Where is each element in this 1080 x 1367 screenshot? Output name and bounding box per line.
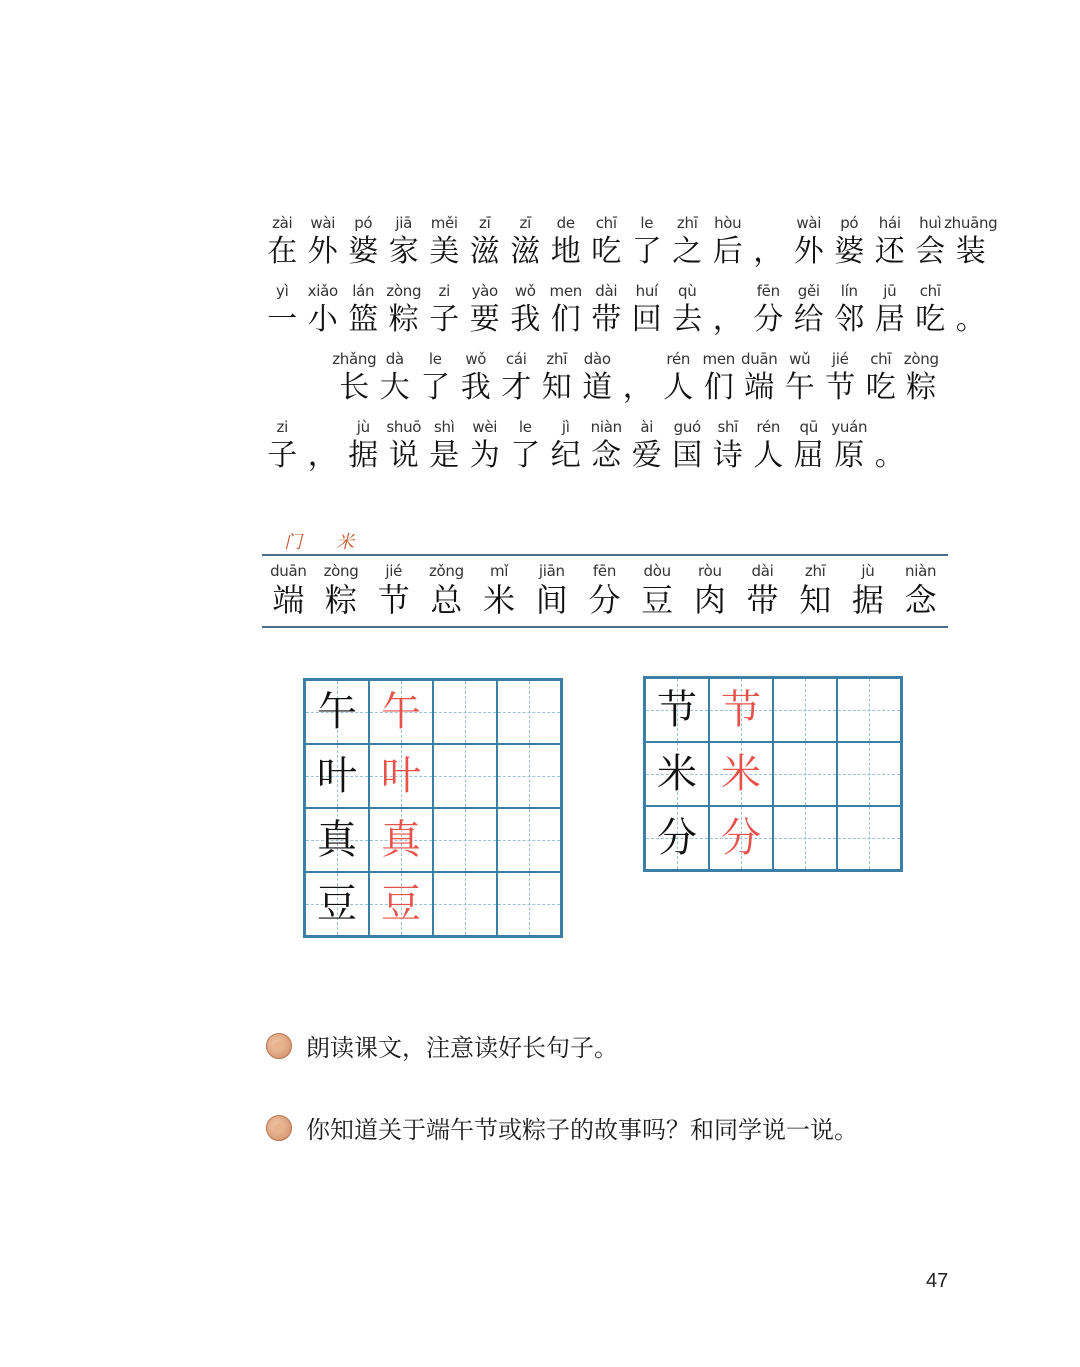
hanzi: 婆 xyxy=(348,234,379,269)
hanzi: 了 xyxy=(420,370,451,405)
model-character: 豆 xyxy=(317,881,357,927)
writing-grid-right xyxy=(643,676,903,872)
pinyin: yuán xyxy=(831,418,868,436)
ruby-character xyxy=(546,418,587,476)
ruby-character xyxy=(303,282,344,340)
pinyin: zī xyxy=(479,214,491,232)
punctuation xyxy=(951,282,992,340)
page-number: 47 xyxy=(926,1270,949,1292)
pinyin: le xyxy=(518,418,532,436)
tracing-character: 分 xyxy=(721,815,761,861)
pinyin: wài xyxy=(796,214,822,232)
pinyin: měi xyxy=(430,214,458,232)
hanzi: 带 xyxy=(591,302,622,337)
hanzi: 外 xyxy=(307,234,338,269)
pinyin: dào xyxy=(583,350,611,368)
writing-cell xyxy=(433,872,497,936)
hanzi: 知 xyxy=(541,370,572,405)
hanzi: 粽 xyxy=(325,581,358,619)
hanzi: 邻 xyxy=(834,302,865,337)
pinyin: le xyxy=(640,214,654,232)
writing-grid-left xyxy=(303,678,563,938)
passage-line xyxy=(262,408,962,476)
hanzi: 地 xyxy=(550,234,581,269)
ruby-character xyxy=(505,282,546,340)
hanzi: 端 xyxy=(272,581,305,619)
pinyin: duān xyxy=(270,562,307,580)
ruby-character xyxy=(894,562,947,620)
writing-cell xyxy=(709,742,773,806)
pinyin: zi xyxy=(276,418,288,436)
radical-tag: 米 xyxy=(336,532,354,553)
question-1 xyxy=(266,1028,618,1063)
pinyin: lín xyxy=(840,282,858,300)
hanzi: 一 xyxy=(267,302,298,337)
model-character: 午 xyxy=(317,689,357,735)
hanzi: 。 xyxy=(955,302,986,337)
tracing-character: 豆 xyxy=(381,881,421,927)
hanzi: 念 xyxy=(591,438,622,473)
pinyin: yào xyxy=(471,282,498,300)
ruby-character xyxy=(699,350,740,408)
punctuation xyxy=(870,418,911,476)
passage-line xyxy=(334,340,1034,408)
ruby-character xyxy=(343,214,384,272)
pinyin: dài xyxy=(751,562,774,580)
hanzi: ， xyxy=(307,438,338,473)
pinyin: dòu xyxy=(643,562,671,580)
hanzi: 节 xyxy=(377,581,410,619)
pinyin: lán xyxy=(352,282,375,300)
model-character: 叶 xyxy=(317,753,357,799)
ruby-character xyxy=(384,418,425,476)
hanzi: 粽 xyxy=(388,302,419,337)
hanzi: 粽 xyxy=(906,370,937,405)
ruby-character xyxy=(367,562,420,620)
ruby-character xyxy=(315,562,368,620)
ruby-character xyxy=(578,562,631,620)
pinyin: huí xyxy=(635,282,658,300)
ruby-character xyxy=(684,562,737,620)
question-text: 朗读课文，注意读好长句子。 xyxy=(306,1034,618,1062)
ruby-character xyxy=(627,282,668,340)
ruby-character xyxy=(473,562,526,620)
hanzi: 肉 xyxy=(693,581,726,619)
ruby-character xyxy=(842,562,895,620)
pinyin: wèi xyxy=(472,418,498,436)
hanzi: 小 xyxy=(307,302,338,337)
punctuation xyxy=(748,214,789,272)
ruby-character xyxy=(748,282,789,340)
pinyin: fēn xyxy=(592,562,617,580)
pinyin: fēn xyxy=(756,282,780,300)
ruby-character xyxy=(334,350,375,408)
vocabulary-words xyxy=(262,562,947,620)
model-character: 真 xyxy=(317,817,357,863)
hanzi: 道 xyxy=(582,370,613,405)
pinyin: jiā xyxy=(395,214,413,232)
pinyin: shì xyxy=(433,418,455,436)
pinyin: yì xyxy=(276,282,289,300)
pinyin: zhī xyxy=(676,214,698,232)
bullet-icon xyxy=(266,1115,292,1141)
pinyin: duān xyxy=(740,350,778,368)
ruby-character xyxy=(627,418,668,476)
ruby-character xyxy=(748,418,789,476)
pinyin: le xyxy=(428,350,442,368)
hanzi: 子 xyxy=(267,438,298,473)
ruby-character xyxy=(820,350,861,408)
hanzi: 知 xyxy=(799,581,832,619)
ruby-character xyxy=(829,214,870,272)
ruby-character xyxy=(708,214,749,272)
hanzi: 才 xyxy=(501,370,532,405)
ruby-character xyxy=(870,282,911,340)
tracing-character: 真 xyxy=(381,817,421,863)
pinyin: zòng xyxy=(386,282,422,300)
pinyin: niàn xyxy=(590,418,622,436)
ruby-character xyxy=(343,418,384,476)
writing-cell xyxy=(837,678,901,742)
ruby-character xyxy=(424,418,465,476)
pinyin: men xyxy=(702,350,735,368)
pinyin: jù xyxy=(861,562,875,580)
ruby-character xyxy=(586,214,627,272)
hanzi: 去 xyxy=(672,302,703,337)
pinyin: zi xyxy=(438,282,450,300)
hanzi: 长 xyxy=(339,370,370,405)
pinyin: wǒ xyxy=(465,350,487,368)
hanzi: 带 xyxy=(746,581,779,619)
pinyin: shī xyxy=(717,418,739,436)
ruby-character xyxy=(456,350,497,408)
hanzi: 大 xyxy=(379,370,410,405)
ruby-character xyxy=(303,214,344,272)
hanzi: 间 xyxy=(535,581,568,619)
pinyin: zǒng xyxy=(428,562,464,580)
hanzi: 为 xyxy=(469,438,500,473)
pinyin: ròu xyxy=(698,562,722,580)
hanzi: 给 xyxy=(793,302,824,337)
ruby-character xyxy=(505,418,546,476)
pinyin: zhī xyxy=(546,350,568,368)
radical-tag: 门 xyxy=(284,532,302,553)
hanzi: 滋 xyxy=(510,234,541,269)
pinyin: zhī xyxy=(804,562,826,580)
writing-cell xyxy=(305,744,369,808)
ruby-character xyxy=(424,214,465,272)
pinyin: wài xyxy=(310,214,336,232)
pinyin: hái xyxy=(878,214,901,232)
hanzi: 诗 xyxy=(712,438,743,473)
hanzi: 还 xyxy=(874,234,905,269)
pinyin: jié xyxy=(385,562,403,580)
pinyin: mǐ xyxy=(490,562,509,580)
hanzi: 外 xyxy=(793,234,824,269)
ruby-character xyxy=(789,282,830,340)
ruby-character xyxy=(415,350,456,408)
hanzi: 之 xyxy=(672,234,703,269)
writing-cell xyxy=(709,678,773,742)
hanzi: 吃 xyxy=(591,234,622,269)
model-character: 节 xyxy=(657,687,697,733)
hanzi: 子 xyxy=(429,302,460,337)
pinyin: dài xyxy=(595,282,618,300)
ruby-character xyxy=(944,214,998,272)
ruby-character xyxy=(465,214,506,272)
hanzi: 米 xyxy=(483,581,516,619)
pinyin: qù xyxy=(678,282,697,300)
ruby-character xyxy=(537,350,578,408)
writing-cell xyxy=(497,808,561,872)
ruby-character xyxy=(262,282,303,340)
ruby-character xyxy=(829,282,870,340)
hanzi: 后 xyxy=(712,234,743,269)
hanzi: 说 xyxy=(388,438,419,473)
hanzi: 屈 xyxy=(793,438,824,473)
hanzi: 原 xyxy=(834,438,865,473)
pinyin: zài xyxy=(272,214,293,232)
hanzi: 我 xyxy=(510,302,541,337)
ruby-character xyxy=(739,350,780,408)
writing-cell xyxy=(369,808,433,872)
ruby-character xyxy=(525,562,578,620)
bottom-rule xyxy=(262,626,948,628)
hanzi: 会 xyxy=(915,234,946,269)
tracing-character: 米 xyxy=(721,751,761,797)
hanzi: 据 xyxy=(851,581,884,619)
writing-cell xyxy=(645,742,709,806)
writing-cell xyxy=(497,872,561,936)
ruby-character xyxy=(667,282,708,340)
bullet-icon xyxy=(266,1033,292,1059)
ruby-character xyxy=(424,282,465,340)
pinyin: pó xyxy=(354,214,373,232)
pinyin: chī xyxy=(595,214,617,232)
hanzi: 分 xyxy=(588,581,621,619)
ruby-character xyxy=(375,350,416,408)
pinyin: jié xyxy=(831,350,849,368)
pinyin: zhuāng xyxy=(944,214,998,232)
hanzi: 吃 xyxy=(915,302,946,337)
pinyin: rén xyxy=(666,350,691,368)
pinyin: jū xyxy=(883,282,897,300)
hanzi: ， xyxy=(622,370,653,405)
hanzi: 篮 xyxy=(348,302,379,337)
hanzi: 念 xyxy=(904,581,937,619)
pinyin: pó xyxy=(840,214,859,232)
ruby-character xyxy=(384,214,425,272)
passage xyxy=(0,0,1080,500)
pinyin: rén xyxy=(756,418,781,436)
pinyin: jì xyxy=(561,418,570,436)
hanzi: 。 xyxy=(874,438,905,473)
hanzi: 我 xyxy=(460,370,491,405)
question-2 xyxy=(266,1110,858,1145)
ruby-character xyxy=(708,418,749,476)
hanzi: 午 xyxy=(784,370,815,405)
hanzi: 爱 xyxy=(631,438,662,473)
ruby-character xyxy=(667,418,708,476)
pinyin: chī xyxy=(919,282,941,300)
ruby-character xyxy=(631,562,684,620)
passage-line xyxy=(262,272,986,340)
pinyin: wǒ xyxy=(514,282,536,300)
pinyin: hòu xyxy=(714,214,742,232)
hanzi: 们 xyxy=(550,302,581,337)
ruby-character xyxy=(736,562,789,620)
ruby-character xyxy=(910,282,951,340)
hanzi: 了 xyxy=(631,234,662,269)
ruby-character xyxy=(577,350,618,408)
ruby-character xyxy=(829,418,870,476)
ruby-character xyxy=(496,350,537,408)
hanzi: 美 xyxy=(429,234,460,269)
ruby-character xyxy=(789,214,830,272)
hanzi: 总 xyxy=(430,581,463,619)
ruby-character xyxy=(789,418,830,476)
hanzi: 家 xyxy=(388,234,419,269)
ruby-character xyxy=(465,418,506,476)
punctuation xyxy=(708,282,749,340)
pinyin: gěi xyxy=(797,282,820,300)
hanzi: 回 xyxy=(631,302,662,337)
ruby-character xyxy=(627,214,668,272)
writing-cell xyxy=(837,742,901,806)
question-text: 你知道关于端午节或粽子的故事吗？和同学说一说。 xyxy=(306,1116,858,1144)
pinyin: chī xyxy=(870,350,892,368)
hanzi: 分 xyxy=(753,302,784,337)
ruby-character xyxy=(546,282,587,340)
vocabulary-bar xyxy=(262,522,948,634)
passage-line xyxy=(262,204,998,272)
hanzi: 们 xyxy=(703,370,734,405)
hanzi: 婆 xyxy=(834,234,865,269)
model-character: 米 xyxy=(657,751,697,797)
writing-cell xyxy=(709,806,773,870)
hanzi: 节 xyxy=(825,370,856,405)
hanzi: 吃 xyxy=(865,370,896,405)
hanzi: 纪 xyxy=(550,438,581,473)
hanzi: 滋 xyxy=(469,234,500,269)
writing-cell xyxy=(369,872,433,936)
writing-cell xyxy=(645,678,709,742)
pinyin: guó xyxy=(673,418,701,436)
pinyin: qū xyxy=(799,418,818,436)
hanzi: ， xyxy=(712,302,743,337)
pinyin: jiān xyxy=(538,562,565,580)
pinyin: shuō xyxy=(386,418,422,436)
writing-cell xyxy=(369,744,433,808)
ruby-character xyxy=(901,350,942,408)
ruby-character xyxy=(667,214,708,272)
pinyin: men xyxy=(549,282,582,300)
writing-cell xyxy=(369,680,433,744)
pinyin: de xyxy=(556,214,575,232)
hanzi: 豆 xyxy=(641,581,674,619)
punctuation xyxy=(303,418,344,476)
pinyin: zòng xyxy=(903,350,939,368)
writing-cell xyxy=(305,680,369,744)
tracing-character: 叶 xyxy=(381,753,421,799)
hanzi: ， xyxy=(753,234,784,269)
pinyin: xiǎo xyxy=(307,282,338,300)
writing-cell xyxy=(433,744,497,808)
hanzi: 装 xyxy=(955,234,986,269)
ruby-character xyxy=(420,562,473,620)
ruby-character xyxy=(262,562,315,620)
model-character: 分 xyxy=(657,815,697,861)
writing-cell xyxy=(497,744,561,808)
writing-cell xyxy=(497,680,561,744)
writing-cell xyxy=(645,806,709,870)
hanzi: 人 xyxy=(663,370,694,405)
tracing-character: 节 xyxy=(721,687,761,733)
ruby-character xyxy=(262,418,303,476)
pinyin: zhǎng xyxy=(332,350,377,368)
ruby-character xyxy=(546,214,587,272)
ruby-character xyxy=(586,282,627,340)
writing-cell xyxy=(773,806,837,870)
ruby-character xyxy=(465,282,506,340)
ruby-character xyxy=(384,282,425,340)
hanzi: 人 xyxy=(753,438,784,473)
writing-cell xyxy=(837,806,901,870)
pinyin: ài xyxy=(640,418,654,436)
writing-cell xyxy=(305,872,369,936)
pinyin: cái xyxy=(505,350,527,368)
ruby-character xyxy=(780,350,821,408)
ruby-character xyxy=(789,562,842,620)
pinyin: dà xyxy=(385,350,404,368)
ruby-character xyxy=(262,214,303,272)
hanzi: 是 xyxy=(429,438,460,473)
pinyin: wǔ xyxy=(789,350,811,368)
ruby-character xyxy=(870,214,911,272)
hanzi: 了 xyxy=(510,438,541,473)
pinyin: huì xyxy=(919,214,942,232)
writing-cell xyxy=(433,808,497,872)
hanzi: 国 xyxy=(672,438,703,473)
hanzi: 在 xyxy=(267,234,298,269)
ruby-character xyxy=(586,418,627,476)
writing-cell xyxy=(773,742,837,806)
pinyin: niàn xyxy=(905,562,937,580)
hanzi: 要 xyxy=(469,302,500,337)
punctuation xyxy=(618,350,659,408)
ruby-character xyxy=(861,350,902,408)
top-rule xyxy=(262,554,948,556)
pinyin: zòng xyxy=(323,562,359,580)
pinyin: jù xyxy=(356,418,370,436)
ruby-character xyxy=(343,282,384,340)
writing-cell xyxy=(773,678,837,742)
hanzi: 居 xyxy=(874,302,905,337)
writing-cell xyxy=(433,680,497,744)
ruby-character xyxy=(505,214,546,272)
tracing-character: 午 xyxy=(381,689,421,735)
hanzi: 端 xyxy=(744,370,775,405)
hanzi: 据 xyxy=(348,438,379,473)
ruby-character xyxy=(658,350,699,408)
writing-cell xyxy=(305,808,369,872)
pinyin: zī xyxy=(519,214,531,232)
